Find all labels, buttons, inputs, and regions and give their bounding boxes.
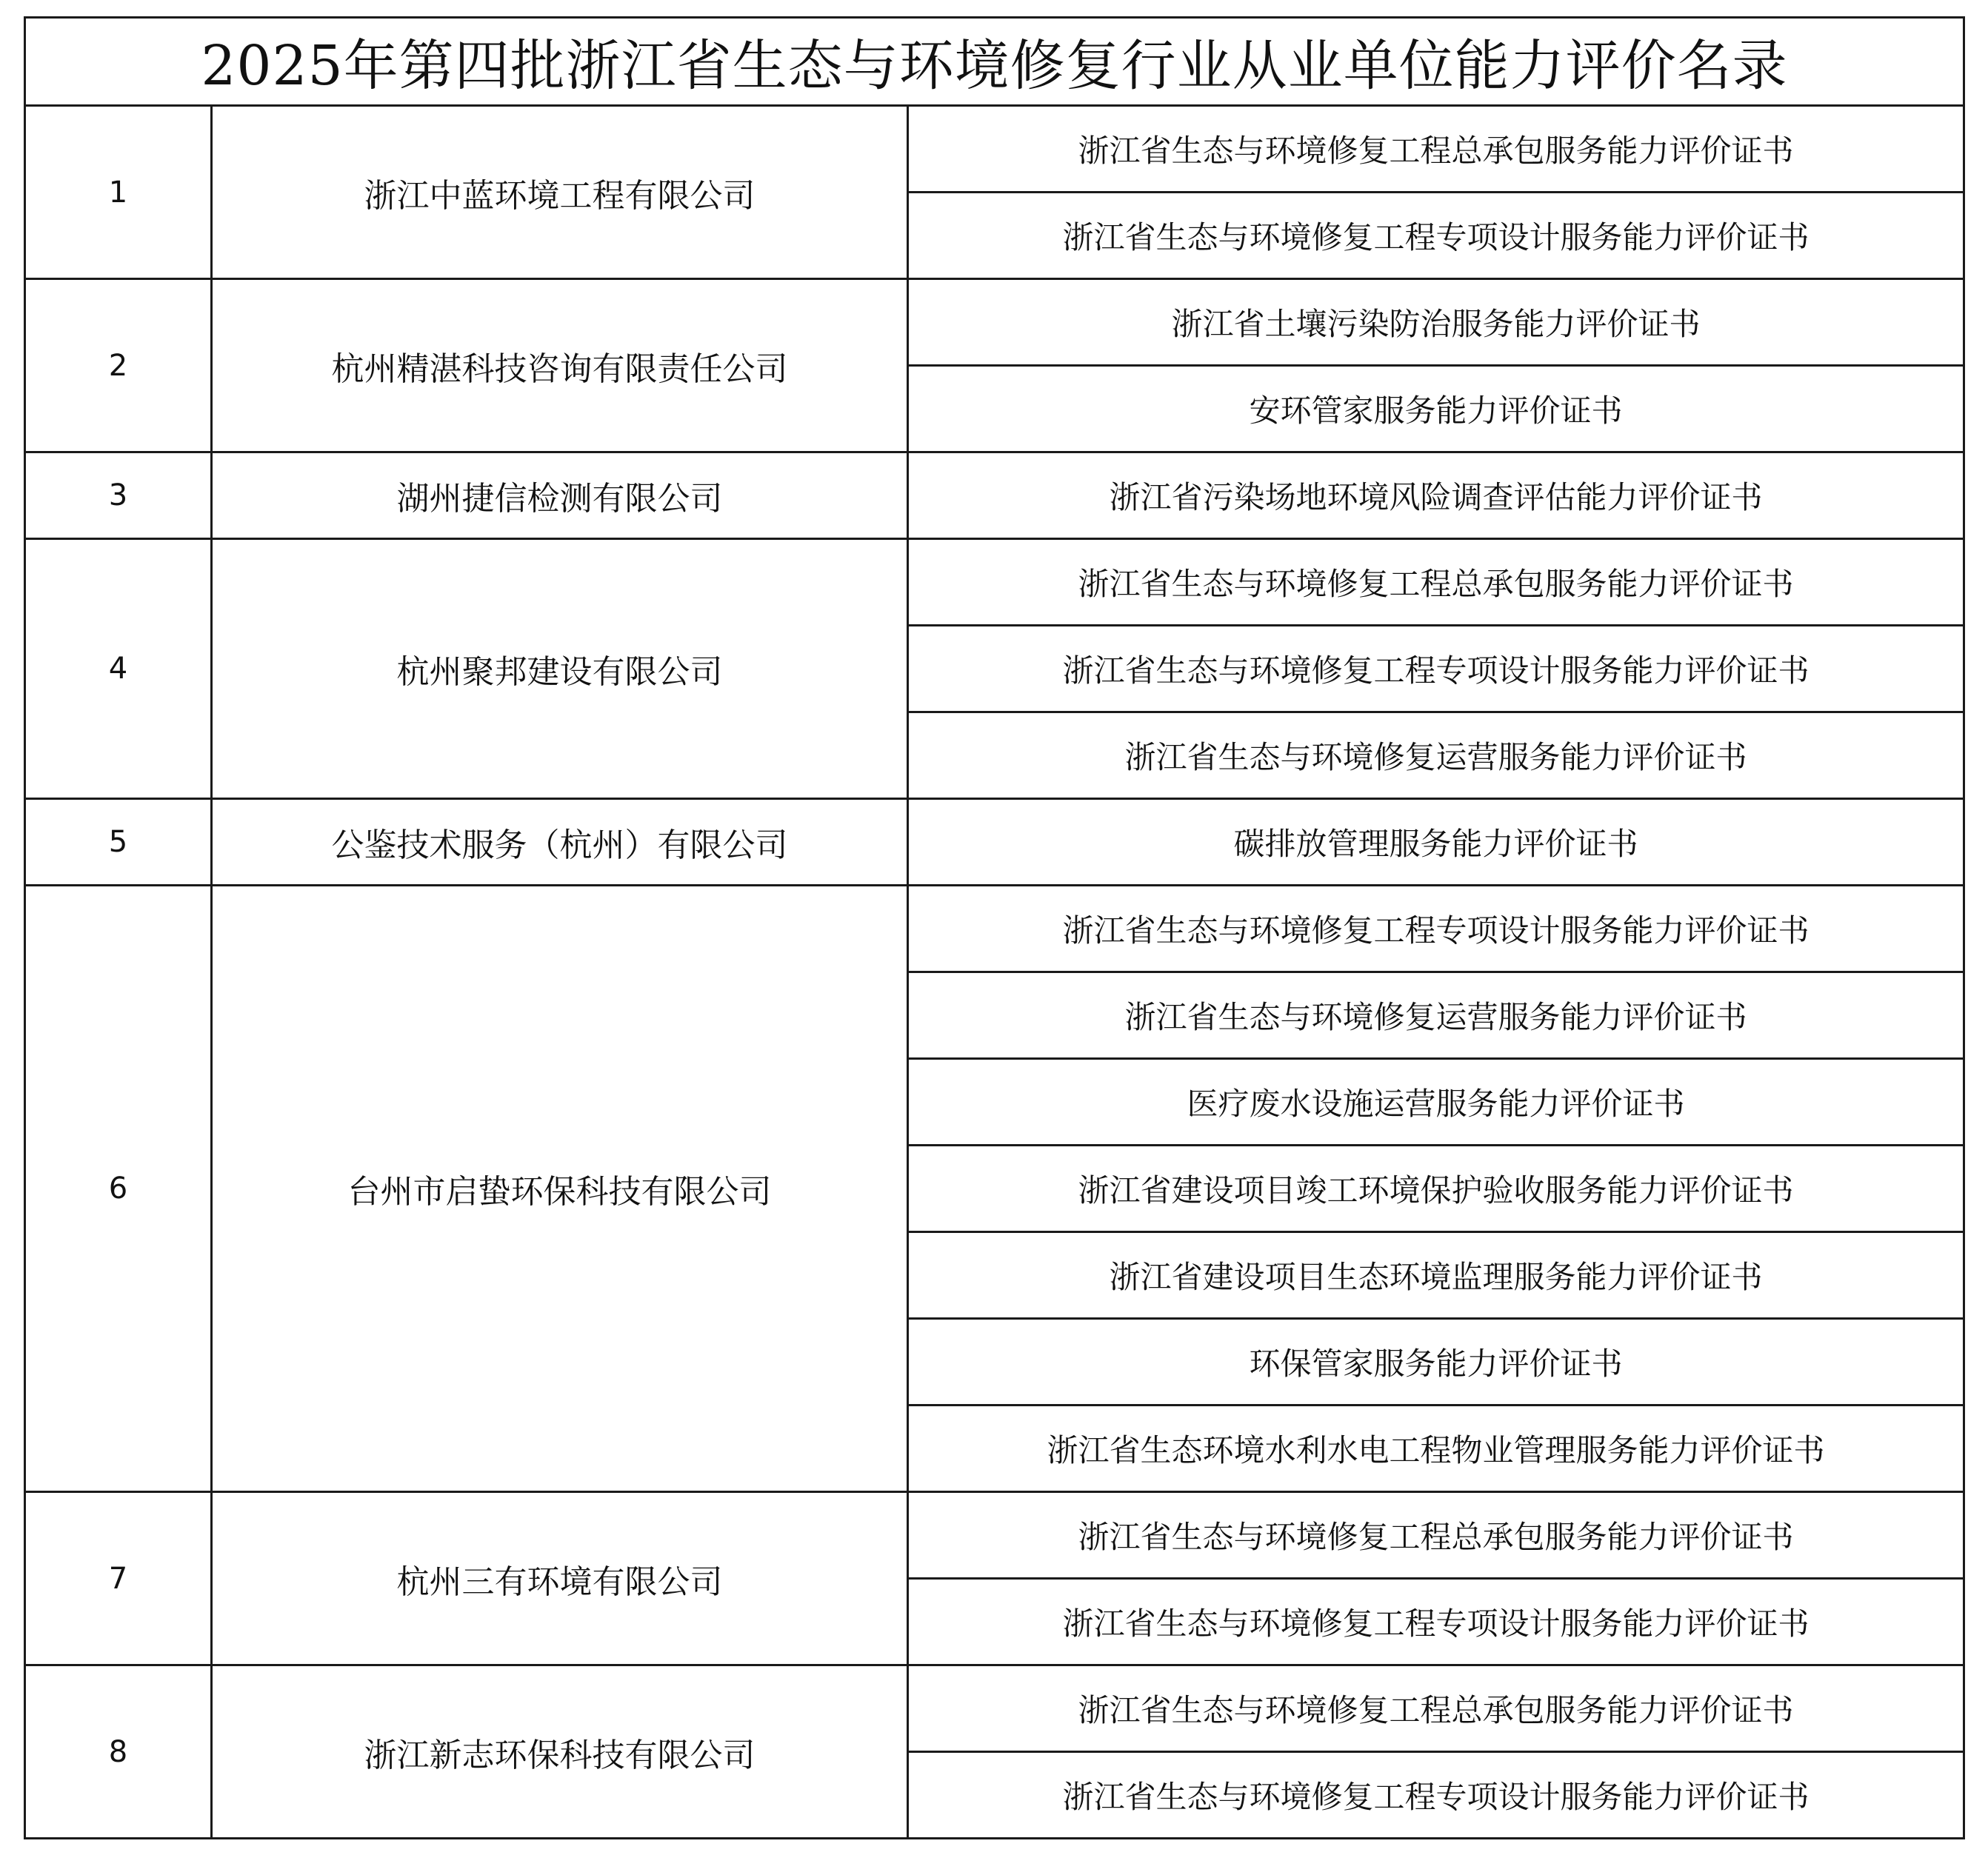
entry-number: 3 — [25, 452, 212, 539]
table-row — [25, 539, 1964, 626]
certificate-name: 浙江省生态与环境修复工程专项设计服务能力评价证书 — [908, 1752, 1964, 1839]
company-name: 杭州聚邦建设有限公司 — [212, 539, 908, 799]
certificate-name: 浙江省建设项目生态环境监理服务能力评价证书 — [908, 1232, 1964, 1319]
certificate-name: 浙江省生态与环境修复工程总承包服务能力评价证书 — [908, 539, 1964, 626]
certificate-name: 浙江省生态与环境修复工程专项设计服务能力评价证书 — [908, 193, 1964, 279]
certificate-name: 环保管家服务能力评价证书 — [908, 1319, 1964, 1406]
table-row — [25, 279, 1964, 366]
certificate-name: 浙江省生态环境水利水电工程物业管理服务能力评价证书 — [908, 1406, 1964, 1492]
certificate-name: 碳排放管理服务能力评价证书 — [908, 799, 1964, 886]
certificate-name: 浙江省土壤污染防治服务能力评价证书 — [908, 279, 1964, 366]
certificate-name: 浙江省生态与环境修复工程总承包服务能力评价证书 — [908, 106, 1964, 193]
certificate-name: 浙江省生态与环境修复工程总承包服务能力评价证书 — [908, 1665, 1964, 1752]
entry-number: 2 — [25, 279, 212, 452]
entry-number: 6 — [25, 886, 212, 1492]
entry-number: 1 — [25, 106, 212, 279]
company-name: 公鉴技术服务（杭州）有限公司 — [212, 799, 908, 886]
certificate-name: 浙江省生态与环境修复工程专项设计服务能力评价证书 — [908, 886, 1964, 972]
table-row — [25, 799, 1964, 886]
table-row — [25, 1492, 1964, 1579]
roster-table — [24, 16, 1965, 1839]
certificate-name: 浙江省生态与环境修复运营服务能力评价证书 — [908, 972, 1964, 1059]
certificate-name: 浙江省生态与环境修复工程专项设计服务能力评价证书 — [908, 626, 1964, 712]
certificate-name: 浙江省生态与环境修复工程总承包服务能力评价证书 — [908, 1492, 1964, 1579]
certificate-name: 浙江省生态与环境修复运营服务能力评价证书 — [908, 712, 1964, 799]
entry-number: 5 — [25, 799, 212, 886]
certificate-name: 医疗废水设施运营服务能力评价证书 — [908, 1059, 1964, 1146]
certificate-name: 浙江省建设项目竣工环境保护验收服务能力评价证书 — [908, 1146, 1964, 1232]
certificate-name: 浙江省污染场地环境风险调查评估能力评价证书 — [908, 452, 1964, 539]
document-title: 2025年第四批浙江省生态与环境修复行业从业单位能力评价名录 — [25, 18, 1964, 106]
entry-number: 8 — [25, 1665, 212, 1839]
title-row — [25, 18, 1964, 106]
company-name: 湖州捷信检测有限公司 — [212, 452, 908, 539]
table-row — [25, 886, 1964, 972]
entry-number: 4 — [25, 539, 212, 799]
company-name: 浙江中蓝环境工程有限公司 — [212, 106, 908, 279]
company-name: 杭州三有环境有限公司 — [212, 1492, 908, 1665]
table-row — [25, 452, 1964, 539]
company-name: 浙江新志环保科技有限公司 — [212, 1665, 908, 1839]
company-name: 台州市启蛰环保科技有限公司 — [212, 886, 908, 1492]
table-row — [25, 106, 1964, 193]
certificate-name: 安环管家服务能力评价证书 — [908, 366, 1964, 452]
entry-number: 7 — [25, 1492, 212, 1665]
company-name: 杭州精湛科技咨询有限责任公司 — [212, 279, 908, 452]
certificate-name: 浙江省生态与环境修复工程专项设计服务能力评价证书 — [908, 1579, 1964, 1665]
table-row — [25, 1665, 1964, 1752]
